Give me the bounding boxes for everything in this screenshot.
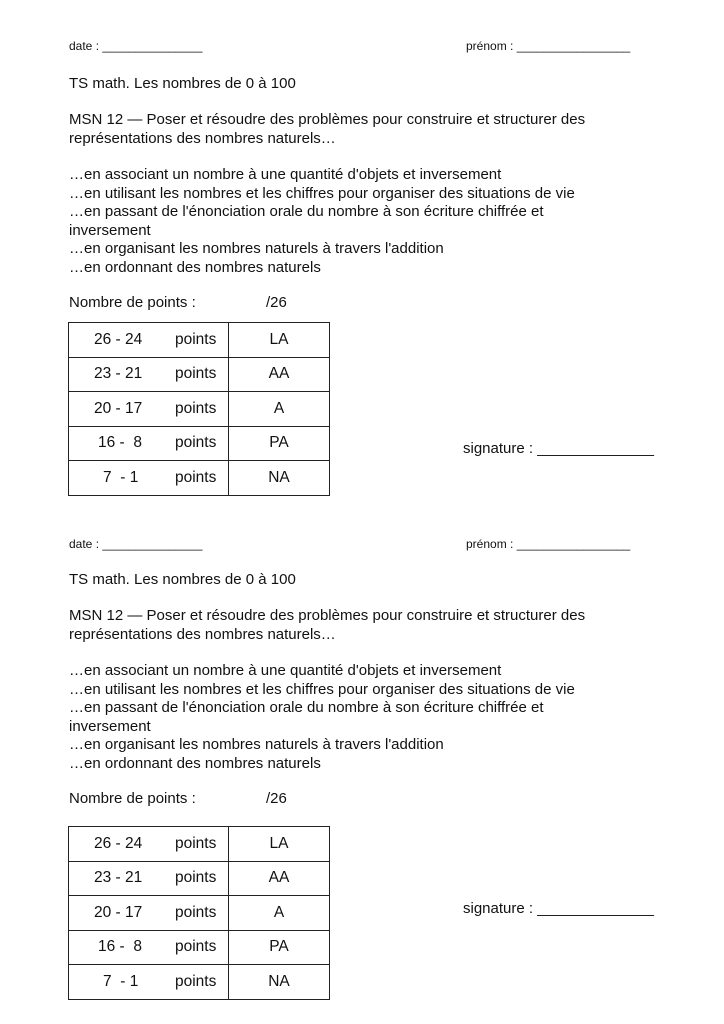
table-row — [69, 861, 330, 896]
table-row — [69, 426, 330, 461]
bullet-item: …en ordonnant des nombres naturels — [69, 258, 321, 276]
bullet-item: …en passant de l'énonciation orale du nombre à son écriture chiffrée et inversement — [69, 203, 544, 239]
date-field — [69, 39, 202, 53]
sheet-title: TS math. Les nombres de 0 à 100 — [69, 75, 296, 92]
unit-cell: points — [175, 434, 217, 452]
table-row — [69, 323, 330, 358]
range-cell: 7 - 1 — [103, 972, 139, 990]
bullet-item: …en organisant les nombres naturels à travers l'addition — [69, 736, 444, 753]
points-total: /26 — [266, 294, 287, 311]
unit-cell: points — [175, 468, 217, 486]
signature-blank: ______________ — [537, 900, 655, 917]
signature-label: signature : — [463, 900, 534, 917]
bullet-item: …en utilisant les nombres et les chiffres pour organiser des situations de vie — [69, 184, 575, 202]
table-row — [69, 357, 330, 392]
range-cell: 16 - 8 — [98, 434, 142, 452]
level-cell: LA — [229, 827, 330, 862]
unit-cell: points — [175, 972, 217, 990]
firstname-field — [466, 39, 630, 53]
firstname-label: prénom : — [466, 537, 514, 551]
table-row — [69, 827, 330, 862]
unit-cell: points — [175, 365, 217, 383]
level-cell: AA — [229, 861, 330, 896]
unit-cell: points — [175, 938, 217, 956]
grade-table — [68, 826, 330, 1000]
range-cell: 16 - 8 — [98, 938, 142, 956]
bullet-item: …en ordonnant des nombres naturels — [69, 754, 321, 772]
level-cell: PA — [229, 930, 330, 965]
date-field — [69, 537, 202, 551]
signature-field — [463, 900, 654, 919]
range-cell: 20 - 17 — [94, 399, 143, 417]
points-total: /26 — [266, 790, 287, 807]
table-row — [69, 930, 330, 965]
points-label: Nombre de points : — [69, 790, 196, 807]
points-label: Nombre de points : — [69, 294, 196, 311]
level-cell: LA — [229, 323, 330, 358]
grade-table — [68, 322, 330, 496]
firstname-blank: _________________ — [516, 537, 631, 551]
firstname-blank: _________________ — [516, 39, 631, 53]
range-cell: 26 - 24 — [94, 834, 143, 852]
signature-label: signature : — [463, 440, 534, 457]
level-cell: NA — [229, 461, 330, 496]
firstname-label: prénom : — [466, 39, 514, 53]
level-cell: A — [229, 392, 330, 427]
range-cell: 20 - 17 — [94, 903, 143, 921]
range-cell: 23 - 21 — [94, 365, 143, 383]
objective-bullets — [69, 166, 589, 277]
level-cell: PA — [229, 426, 330, 461]
range-cell: 7 - 1 — [103, 468, 139, 486]
bullet-item: …en passant de l'énonciation orale du nombre à son écriture chiffrée et inversement — [69, 699, 544, 735]
level-cell: AA — [229, 357, 330, 392]
objective-text: MSN 12 — Poser et résoudre des problèmes pour construire et structurer des représentations des nombres naturels… — [69, 111, 586, 147]
level-cell: A — [229, 896, 330, 931]
date-blank: _______________ — [102, 537, 203, 551]
table-row — [69, 392, 330, 427]
unit-cell: points — [175, 903, 217, 921]
objective-bullets — [69, 662, 589, 773]
range-cell: 26 - 24 — [94, 330, 143, 348]
objective-text: MSN 12 — Poser et résoudre des problèmes pour construire et structurer des représentations des nombres naturels… — [69, 607, 586, 643]
date-label: date : — [69, 39, 100, 53]
table-row — [69, 461, 330, 496]
unit-cell: points — [175, 834, 217, 852]
table-row — [69, 965, 330, 1000]
bullet-item: …en associant un nombre à une quantité d'objets et inversement — [69, 662, 502, 679]
firstname-field — [466, 537, 630, 551]
date-label: date : — [69, 537, 100, 551]
level-cell: NA — [229, 965, 330, 1000]
bullet-item: …en organisant les nombres naturels à travers l'addition — [69, 240, 444, 257]
date-blank: _______________ — [102, 39, 203, 53]
range-cell: 23 - 21 — [94, 869, 143, 887]
bullet-item: …en utilisant les nombres et les chiffres pour organiser des situations de vie — [69, 680, 575, 698]
bullet-item: …en associant un nombre à une quantité d'objets et inversement — [69, 166, 502, 183]
signature-field — [463, 440, 654, 459]
sheet-title: TS math. Les nombres de 0 à 100 — [69, 571, 296, 588]
table-row — [69, 896, 330, 931]
unit-cell: points — [175, 330, 217, 348]
signature-blank: ______________ — [537, 440, 655, 457]
unit-cell: points — [175, 869, 217, 887]
unit-cell: points — [175, 399, 217, 417]
